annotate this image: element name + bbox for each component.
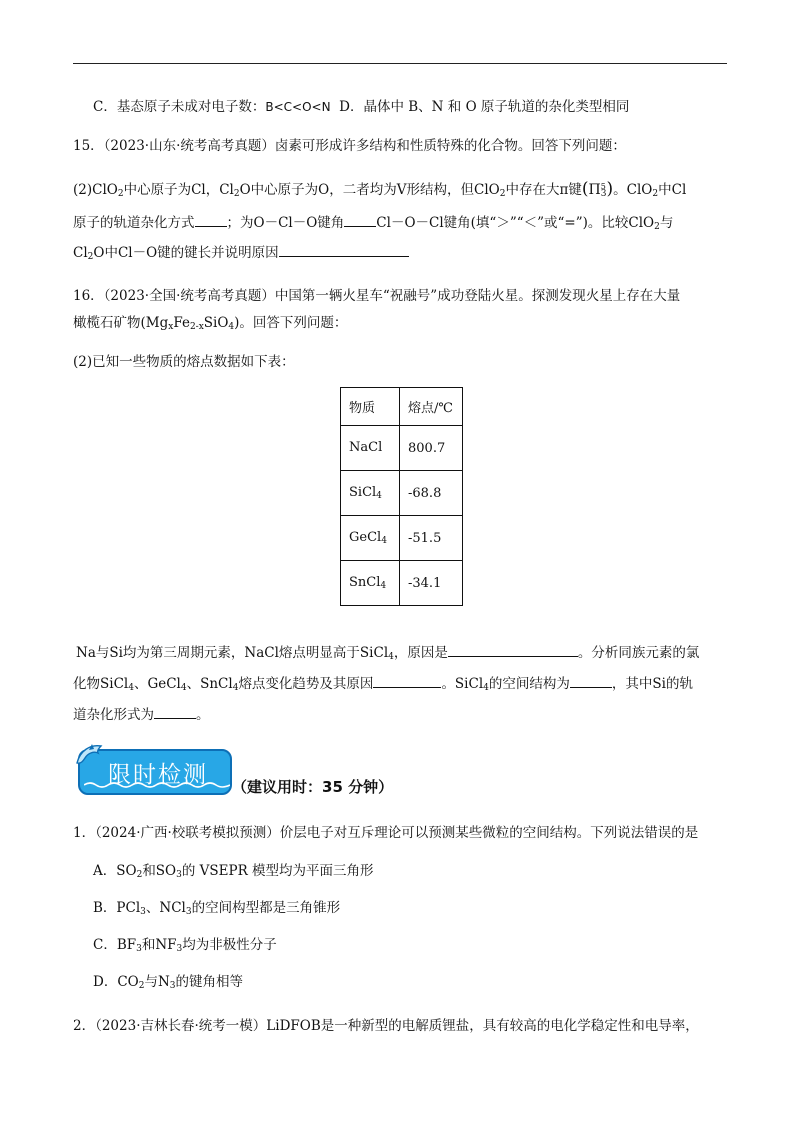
q16-source: （2023·全国·统考高考真题）: [103, 288, 275, 304]
superscript: 5: [600, 182, 606, 191]
q1-header: [73, 823, 698, 843]
q1-option-d[interactable]: [93, 972, 243, 996]
answer-blank[interactable]: [373, 673, 441, 688]
option-text: B．PCl: [93, 900, 141, 916]
subscript: 4: [180, 683, 187, 693]
q16-text: 。SiCl: [441, 676, 484, 692]
subscript: 3: [176, 944, 183, 954]
q15-text: Cl: [73, 245, 88, 261]
q15-text: 中Cl: [658, 182, 687, 198]
answer-blank[interactable]: [195, 212, 227, 227]
q16-text: 、SnCl: [186, 676, 233, 692]
substance-name: SiCl: [349, 485, 377, 500]
q16-text: 的空间结构为: [488, 676, 570, 692]
q16-text: 熔点变化趋势及其原因: [238, 676, 374, 692]
option-text: A．SO: [93, 863, 137, 879]
q15-line-2: [73, 212, 673, 237]
option-text: C．BF: [93, 937, 137, 953]
banner-title: 限时检测: [108, 762, 208, 788]
q16-answer-line-2: [73, 673, 693, 698]
table-cell-value: -34.1: [400, 561, 463, 606]
q2-number: 2．: [73, 1018, 96, 1034]
subscript: 2: [499, 189, 506, 199]
q16-text: (2)已知一些物质的熔点数据如下表：: [73, 354, 295, 370]
q16-text: 橄榄石矿物(Mg: [73, 315, 169, 331]
table-cell-substance: [341, 426, 400, 471]
option-text: 的空间构型都是三角锥形: [191, 900, 341, 916]
table-cell-substance: [341, 471, 400, 516]
q15-text: O中Cl－O键的键长并说明原因: [93, 245, 279, 261]
q16-stem: 中国第一辆火星车“祝融号”成功登陆火星。探测发现火星上存在大量: [274, 288, 681, 304]
q16-text: Fe: [173, 315, 190, 331]
subscript: x: [168, 322, 174, 332]
answer-blank[interactable]: [570, 673, 612, 688]
q14-option-c-formula: B<C<O<N: [265, 100, 331, 114]
subscript: 4: [483, 683, 489, 693]
q16-text: 、GeCl: [133, 676, 181, 692]
q15-header: [73, 136, 626, 156]
subscript: 3: [185, 907, 192, 917]
option-text: 均为非极性分子: [182, 937, 277, 953]
subscript: 4: [388, 652, 394, 662]
q14-option-c-d: [93, 97, 629, 117]
q16-text: )。回答下列问题：: [234, 315, 348, 331]
q16-line-3: [73, 352, 295, 372]
q14-option-d: D．晶体中 B、N 和 O 原子轨道的杂化类型相同: [339, 99, 630, 115]
q2-header: [73, 1016, 699, 1036]
subscript: 4: [128, 683, 134, 693]
subscript: 4: [376, 491, 382, 501]
q15-text: O中心原子为O，二者均为V形结构，但ClO: [239, 182, 500, 198]
q1-stem: 价层电子对互斥理论可以预测某些微粒的空间结构。下列说法错误的是: [279, 825, 699, 841]
subscript: 3: [136, 944, 142, 954]
pi-bond-symbol: $(\Pi^5_3)$: [581, 179, 614, 199]
table-header-melting-point: 熔点/℃: [400, 388, 463, 426]
option-text: 和SO: [142, 863, 177, 879]
table-row: [341, 471, 463, 516]
table-header-row: [341, 388, 463, 426]
q15-line-1: [73, 177, 686, 204]
subscript: 2: [652, 189, 659, 199]
subscript: 4: [232, 683, 239, 693]
q16-text: 。: [196, 707, 210, 723]
table-cell-value: 800.7: [400, 426, 463, 471]
q2-source: （2023·吉林长春·统考一模）: [95, 1018, 267, 1034]
substance-name: GeCl: [349, 530, 382, 545]
substance-name: NaCl: [349, 440, 383, 455]
q1-option-a[interactable]: [93, 861, 374, 885]
header-rule: [73, 63, 727, 64]
table-cell-substance: [341, 561, 400, 606]
answer-blank[interactable]: [344, 212, 376, 227]
q15-text: 中心原子为Cl，Cl: [123, 182, 234, 198]
q15-number: 15．: [73, 138, 104, 154]
q16-text: SiO: [203, 315, 229, 331]
option-text: 和NF: [141, 937, 177, 953]
q16-text: 。分析同族元素的氯: [577, 645, 700, 661]
option-text: 的键角相等: [175, 974, 244, 990]
melting-point-table: [340, 387, 463, 606]
option-text: 的 VSEPR 模型均为平面三角形: [181, 863, 374, 879]
subscript: 3: [176, 870, 182, 880]
dolphin-icon: [74, 741, 108, 771]
option-text: 、NCl: [145, 900, 186, 916]
table-cell-value: -68.8: [400, 471, 463, 516]
q15-text: (2)ClO: [73, 182, 118, 198]
q15-text: 中存在大π键: [505, 182, 582, 198]
option-text: D．CO: [93, 974, 139, 990]
subscript: 2-x: [189, 322, 204, 332]
subscript: 2: [138, 981, 145, 991]
substance-name: SnCl: [349, 575, 381, 590]
subscript: 3: [169, 981, 176, 991]
q15-text: ；为O－Cl－O键角: [226, 215, 345, 231]
answer-blank[interactable]: [279, 242, 409, 257]
q14-option-c-text: C．基态原子未成对电子数：: [93, 99, 266, 115]
table-header-substance: 物质: [341, 388, 400, 426]
q15-text: 与: [659, 215, 674, 231]
q16-text: ，其中Si的轨: [611, 676, 693, 692]
q1-option-c[interactable]: [93, 935, 277, 959]
q16-text: 化物SiCl: [73, 676, 129, 692]
q16-text: ，原因是: [393, 645, 448, 661]
option-text: 与N: [144, 974, 170, 990]
subscript: 4: [228, 322, 235, 332]
q16-text: 道杂化形式为: [73, 707, 154, 723]
q1-option-b[interactable]: [93, 898, 340, 922]
answer-blank[interactable]: [448, 642, 578, 657]
q15-source: （2023·山东·统考高考真题）: [103, 138, 275, 154]
pi-symbol: Π: [588, 182, 601, 198]
q15-text: 。ClO: [613, 182, 653, 198]
q16-answer-line-3: [73, 704, 210, 725]
q16-text: Na与Si均为第三周期元素，NaCl熔点明显高于SiCl: [76, 645, 389, 661]
subscript: 2: [87, 252, 94, 262]
q16-line-2: [73, 313, 347, 337]
table-cell-substance: [341, 516, 400, 561]
q15-line-3: [73, 242, 409, 267]
q1-source: （2024·广西·校联考模拟预测）: [95, 825, 280, 841]
table-row: [341, 516, 463, 561]
subscript: 2: [136, 870, 143, 880]
subscript: 2: [117, 189, 124, 199]
table-cell-value: -51.5: [400, 516, 463, 561]
subscript: 3: [140, 907, 146, 917]
subscript: 4: [381, 536, 387, 546]
q2-stem: LiDFOB是一种新型的电解质锂盐，具有较高的电化学稳定性和电导率，: [266, 1018, 699, 1034]
q15-stem: 卤素可形成许多结构和性质特殊的化合物。回答下列问题：: [274, 138, 626, 154]
suggested-time: （建议用时：35 分钟）: [232, 778, 394, 796]
q15-text: 原子的轨道杂化方式: [73, 215, 195, 231]
q16-header: [73, 286, 680, 306]
section-banner: [78, 743, 232, 797]
q15-text: Cl－O－Cl键角(填“＞”“＜”或“=”)。比较ClO: [376, 215, 655, 231]
subscript: 4: [380, 581, 387, 591]
q16-number: 16．: [73, 288, 104, 304]
subscript: 2: [654, 222, 660, 232]
subscript: 2: [233, 189, 240, 199]
answer-blank[interactable]: [154, 704, 196, 719]
subscript: 3: [600, 189, 607, 199]
table-row: [341, 426, 463, 471]
table-row: [341, 561, 463, 606]
q16-answer-line-1: [76, 642, 699, 667]
q1-number: 1．: [73, 825, 96, 841]
